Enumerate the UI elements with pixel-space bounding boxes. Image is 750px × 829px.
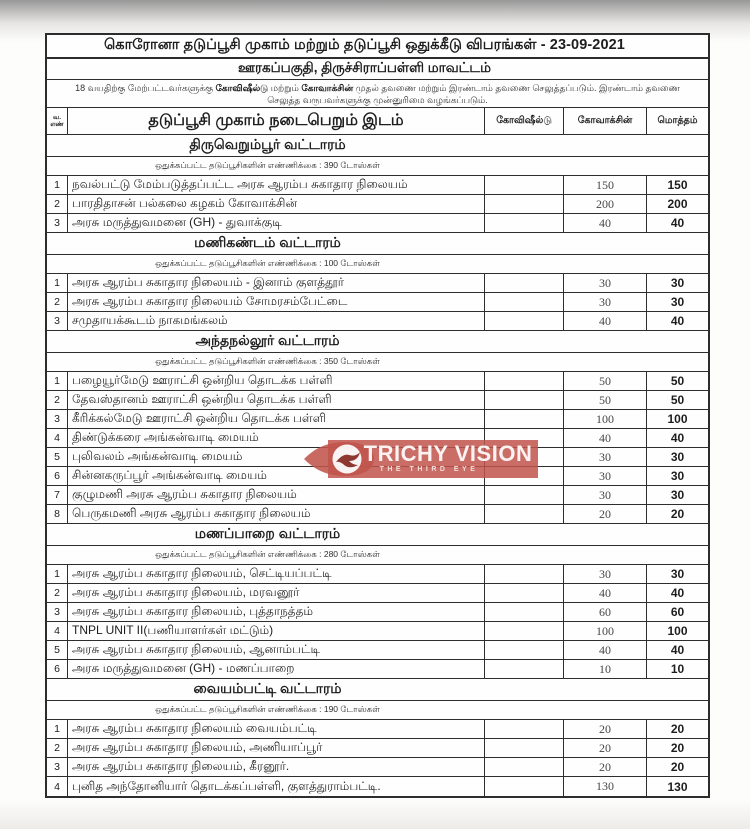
table-row [47, 739, 708, 758]
col-header-total: மொத்தம் [657, 115, 698, 126]
covishield-bold: கோவிஷீல்டு [215, 83, 269, 93]
covishield-cell [485, 660, 564, 678]
table-row [47, 622, 708, 641]
total-cell: 100 [667, 624, 688, 638]
place-cell: அரசு ஆரம்ப சுகாதார நிலையம், புத்தாநத்தம் [68, 603, 485, 621]
place-cell: அரசு மருத்துவமனை (GH) - துவாக்குடி [68, 214, 485, 232]
table-row [47, 505, 708, 524]
table-row [47, 372, 708, 391]
covaxin-cell: 30 [564, 565, 647, 583]
place-cell: அரசு ஆரம்ப சுகாதார நிலையம் வையம்பட்டி [68, 720, 485, 738]
serial-cell: 1 [47, 176, 68, 194]
covishield-cell [485, 372, 564, 390]
table-row [47, 214, 708, 233]
table-row [47, 758, 708, 777]
total-cell: 20 [670, 741, 685, 755]
section-allocation-text: ஒதுக்கப்பட்ட தடுப்பூசிகளின் எண்ணிக்கை : 190 டோஸ்கள் [155, 704, 380, 714]
covishield-cell [485, 584, 564, 602]
total-cell: 30 [670, 567, 685, 581]
serial-cell: 1 [47, 372, 68, 390]
covaxin-cell: 100 [564, 410, 647, 428]
table-row [47, 660, 708, 679]
section-title [47, 331, 708, 353]
serial-cell: 3 [47, 214, 68, 232]
section-allocation-text: ஒதுக்கப்பட்ட தடுப்பூசிகளின் எண்ணிக்கை : 390 டோஸ்கள் [155, 160, 380, 170]
place-cell: அரசு மருத்துவமனை (GH) - மணப்பாறை [68, 660, 485, 678]
place-cell: அரசு ஆரம்ப சுகாதார நிலையம் சோமரசம்பேட்டை [68, 293, 485, 311]
covaxin-cell: 50 [564, 391, 647, 409]
total-cell: 40 [670, 643, 685, 657]
table-row [47, 565, 708, 584]
total-cell: 30 [670, 488, 685, 502]
total-cell: 30 [670, 295, 685, 309]
place-cell: சமுதாயக்கூடம் நாகமங்கலம் [68, 312, 485, 330]
covaxin-cell: 30 [564, 274, 647, 292]
covaxin-cell: 40 [564, 584, 647, 602]
table-row [47, 641, 708, 660]
section-allocation [47, 353, 708, 372]
total-cell: 60 [670, 605, 685, 619]
serial-cell: 2 [47, 195, 68, 213]
section-allocation-text: ஒதுக்கப்பட்ட தடுப்பூசிகளின் எண்ணிக்கை : 100 டோஸ்கள் [155, 258, 380, 268]
total-cell: 20 [670, 507, 685, 521]
place-cell: சின்னகருப்பூர் அங்கன்வாடி மையம் [68, 467, 485, 485]
total-cell: 50 [670, 374, 685, 388]
table-row [47, 195, 708, 214]
covaxin-cell: 100 [564, 622, 647, 640]
serial-cell: 4 [47, 429, 68, 447]
serial-cell: 4 [47, 622, 68, 640]
serial-cell: 7 [47, 486, 68, 504]
covishield-cell [485, 720, 564, 738]
covishield-cell [485, 641, 564, 659]
section-allocation [47, 157, 708, 176]
serial-cell: 3 [47, 603, 68, 621]
serial-cell: 1 [47, 720, 68, 738]
table-row [47, 486, 708, 505]
covaxin-cell: 40 [564, 641, 647, 659]
block-section [47, 233, 708, 331]
place-cell: அரசு ஆரம்ப சுகாதார நிலையம், செட்டியப்பட்டி [68, 565, 485, 583]
total-cell: 40 [670, 431, 685, 445]
covaxin-cell: 130 [564, 777, 647, 796]
covaxin-cell: 30 [564, 293, 647, 311]
covaxin-cell: 40 [564, 214, 647, 232]
table-row [47, 410, 708, 429]
table-row [47, 584, 708, 603]
region-title-text: ஊரகப்பகுதி, திருச்சிராப்பள்ளி மாவட்டம் [238, 60, 491, 75]
col-header-serial: வ. எண் [47, 108, 68, 134]
col-header-place: தடுப்பூசி முகாம் நடைபெறும் இடம் [68, 108, 485, 134]
covishield-cell [485, 505, 564, 523]
section-allocation-text: ஒதுக்கப்பட்ட தடுப்பூசிகளின் எண்ணிக்கை : 350 டோஸ்கள் [155, 356, 380, 366]
place-cell: தேவஸ்தானம் ஊராட்சி ஒன்றிய தொடக்க பள்ளி [68, 391, 485, 409]
table-row [47, 176, 708, 195]
section-allocation [47, 255, 708, 274]
watermark-tagline: THE THIRD EYE [379, 466, 479, 473]
covaxin-cell: 30 [564, 486, 647, 504]
section-allocation [47, 701, 708, 720]
covaxin-cell: 200 [564, 195, 647, 213]
serial-cell: 5 [47, 641, 68, 659]
serial-cell: 2 [47, 293, 68, 311]
total-cell: 100 [667, 412, 688, 426]
serial-cell: 4 [47, 777, 68, 796]
serial-cell: 3 [47, 758, 68, 776]
serial-cell: 6 [47, 467, 68, 485]
serial-cell: 2 [47, 739, 68, 757]
total-cell: 20 [670, 722, 685, 736]
photo-bottom-shadow [0, 799, 750, 829]
serial-cell: 2 [47, 391, 68, 409]
section-title-text: திருவெறும்பூர் வட்டாரம் [189, 136, 346, 152]
block-section [47, 524, 708, 679]
document-table [45, 33, 710, 798]
covishield-cell [485, 603, 564, 621]
section-allocation [47, 546, 708, 565]
covishield-cell [485, 758, 564, 776]
place-cell: அரசு ஆரம்ப சுகாதார நிலையம், அணியாப்பூர் [68, 739, 485, 757]
table-row [47, 777, 708, 796]
covaxin-cell: 20 [564, 720, 647, 738]
region-title [47, 59, 708, 80]
section-title [47, 679, 708, 701]
total-cell: 40 [670, 586, 685, 600]
trichy-vision-watermark [302, 440, 538, 478]
section-title [47, 233, 708, 255]
covishield-cell [485, 195, 564, 213]
serial-cell: 2 [47, 584, 68, 602]
covaxin-cell: 10 [564, 660, 647, 678]
covaxin-cell: 40 [564, 312, 647, 330]
total-cell: 30 [670, 450, 685, 464]
section-allocation-text: ஒதுக்கப்பட்ட தடுப்பூசிகளின் எண்ணிக்கை : 280 டோஸ்கள் [155, 549, 380, 559]
place-cell: நவல்பட்டு மேம்படுத்தப்பட்ட அரசு ஆரம்ப சுகாதார நிலையம் [68, 176, 485, 194]
place-cell: திண்டுக்கரை அங்கன்வாடி மையம் [68, 429, 485, 447]
total-cell: 150 [667, 178, 688, 192]
col-header-covishield: கோவிஷீல்டு [485, 108, 564, 134]
block-section [47, 679, 708, 796]
table-row [47, 720, 708, 739]
total-cell: 130 [667, 779, 688, 794]
table-row [47, 293, 708, 312]
serial-cell: 5 [47, 448, 68, 466]
covishield-cell [485, 410, 564, 428]
covaxin-cell: 20 [564, 739, 647, 757]
place-cell: அரசு ஆரம்ப சுகாதார நிலையம், ஆனாம்பட்டி [68, 641, 485, 659]
watermark-brand: TRICHY VISION [363, 441, 533, 466]
block-section [47, 331, 708, 524]
place-cell: பழையூர்மேடு ஊராட்சி ஒன்றிய தொடக்க பள்ளி [68, 372, 485, 390]
col-header-covaxin: கோவாக்சின் [564, 108, 647, 134]
note-line-1: 18 வயதிற்கு மேற்பட்டவர்களுக்கு கோவிஷீல்டு மற்றும் கோவாக்சின் முதல் தவணை மற்றும் இரண்டாம் தவணை செலுத்தப்படும். இரண்டாம் தவணை [75, 83, 680, 93]
covishield-cell [485, 312, 564, 330]
section-title-text: வையம்பட்டி வட்டாரம் [193, 680, 342, 696]
section-title-text: மணப்பாறை வட்டாரம் [194, 525, 341, 541]
covishield-cell [485, 214, 564, 232]
covaxin-cell: 50 [564, 372, 647, 390]
covishield-cell [485, 391, 564, 409]
note-row [47, 80, 708, 108]
covishield-cell [485, 486, 564, 504]
document-title-text: கொரோனா தடுப்பூசி முகாம் மற்றும் தடுப்பூசி ஒதுக்கீடு விபரங்கள் - 23-09-2021 [104, 37, 625, 53]
covishield-cell [485, 565, 564, 583]
note-line-2: செலுத்த வருபவர்களுக்கு முன்னுரிமை வழங்கப்படும். [267, 95, 488, 105]
place-cell: அரசு ஆரம்ப சுகாதார நிலையம், மரவனூர் [68, 584, 485, 602]
section-title-text: அந்தநல்லூர் வட்டாரம் [195, 332, 340, 348]
place-cell: பாரதிதாசன் பல்கலை கழகம் கோவாக்சின் [68, 195, 485, 213]
total-cell: 40 [670, 216, 685, 230]
section-title [47, 524, 708, 546]
covishield-cell [485, 293, 564, 311]
total-cell: 40 [670, 314, 685, 328]
table-row [47, 603, 708, 622]
total-cell: 20 [670, 760, 685, 774]
covaxin-cell: 20 [564, 758, 647, 776]
total-cell: 200 [667, 197, 688, 211]
place-cell: புலிவலம் அங்கன்வாடி மையம் [68, 448, 485, 466]
covishield-cell [485, 777, 564, 796]
covaxin-bold: கோவாக்சின் [301, 83, 354, 93]
covaxin-cell: 20 [564, 505, 647, 523]
covaxin-cell: 30 [564, 467, 647, 485]
document-title [47, 35, 708, 59]
serial-cell: 1 [47, 274, 68, 292]
serial-cell: 3 [47, 312, 68, 330]
covaxin-cell: 60 [564, 603, 647, 621]
covaxin-cell: 40 [564, 429, 647, 447]
table-row [47, 391, 708, 410]
block-section [47, 135, 708, 233]
serial-cell: 8 [47, 505, 68, 523]
place-cell: கீரிக்கல்மேடு ஊராட்சி ஒன்றிய தொடக்க பள்ளி [68, 410, 485, 428]
serial-cell: 3 [47, 410, 68, 428]
place-cell: புனித அந்தோனியார் தொடக்கப்பள்ளி, குளத்துராம்பட்டி. [68, 777, 485, 796]
column-header-row [47, 108, 708, 135]
covaxin-cell: 30 [564, 448, 647, 466]
covishield-cell [485, 622, 564, 640]
total-cell: 30 [670, 469, 685, 483]
place-cell: TNPL UNIT II(பணியாளர்கள் மட்டும்) [68, 622, 485, 640]
section-title [47, 135, 708, 157]
serial-cell: 1 [47, 565, 68, 583]
total-cell: 50 [670, 393, 685, 407]
total-cell: 10 [670, 662, 685, 676]
section-title-text: மணிகண்டம் வட்டாரம் [194, 234, 341, 250]
covishield-cell [485, 176, 564, 194]
place-cell: பெருகமணி அரசு ஆரம்ப சுகாதார நிலையம் [68, 505, 485, 523]
covishield-cell [485, 274, 564, 292]
covaxin-cell: 150 [564, 176, 647, 194]
table-row [47, 274, 708, 293]
serial-cell: 6 [47, 660, 68, 678]
covishield-cell [485, 739, 564, 757]
place-cell: குழுமணி அரசு ஆரம்ப சுகாதார நிலையம் [68, 486, 485, 504]
place-cell: அரசு ஆரம்ப சுகாதார நிலையம் - இனாம் குளத்தூர் [68, 274, 485, 292]
place-cell: அரசு ஆரம்ப சுகாதார நிலையம், கீரனூர். [68, 758, 485, 776]
total-cell: 30 [670, 276, 685, 290]
table-row [47, 312, 708, 331]
